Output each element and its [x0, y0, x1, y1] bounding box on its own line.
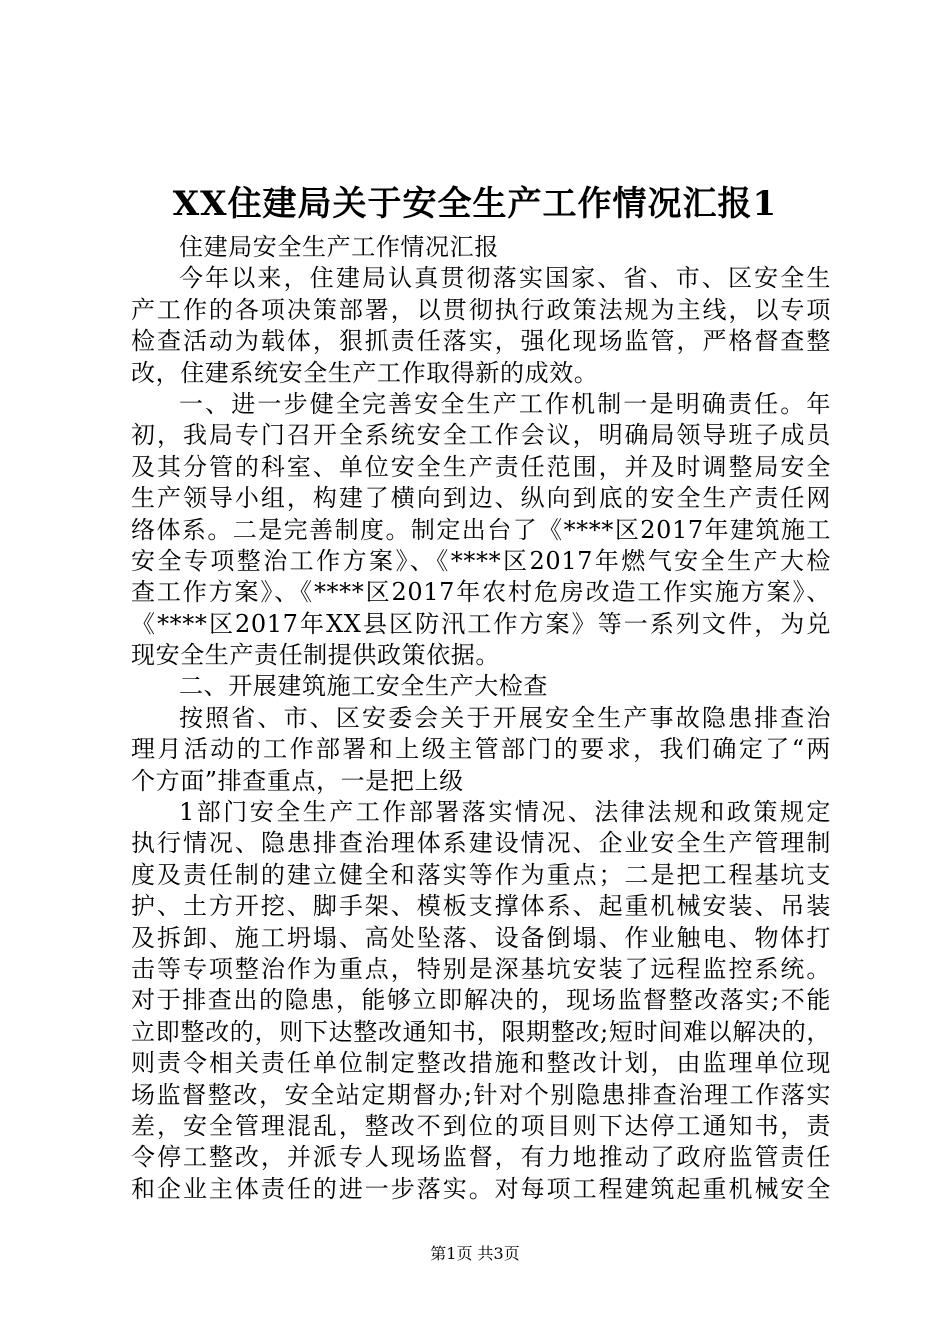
body-line: 安全专项整治工作方案》、《****区2017年燃气安全生产大检 — [131, 546, 831, 575]
body-line: 度及责任制的建立健全和落实等作为重点；二是把工程基坑支 — [131, 860, 831, 889]
body-line: 击等专项整治作为重点，特别是深基坑安装了远程监控系统。 — [131, 954, 831, 983]
body-line: 及其分管的科室、单位安全生产责任范围，并及时调整局安全 — [131, 452, 831, 481]
body-line: 《****区2017年XX县区防汛工作方案》等一系列文件，为兑 — [131, 609, 831, 638]
section-heading: 二、开展建筑施工安全生产大检查 — [179, 672, 548, 701]
body-line: 差，安全管理混乱，整改不到位的项目则下达停工通知书，责 — [131, 1111, 831, 1140]
document-body — [131, 232, 831, 1205]
body-line: 立即整改的，则下达整改通知书，限期整改;短时间难以解决的， — [131, 1017, 831, 1046]
page-footer: 第1页 共3页 — [430, 1244, 520, 1263]
body-line: 护、土方开挖、脚手架、模板支撑体系、起重机械安装、吊装 — [131, 892, 831, 921]
body-line: 场监督整改，安全站定期督办;针对个别隐患排查治理工作落实 — [131, 1080, 831, 1109]
body-line: 生产领导小组，构建了横向到边、纵向到底的安全生产责任网 — [131, 484, 831, 513]
body-line: 则责令相关责任单位制定整改措施和整改计划，由监理单位现 — [131, 1049, 831, 1078]
body-line: 现安全生产责任制提供政策依据。 — [131, 641, 500, 670]
body-line: 个方面”排查重点，一是把上级 — [131, 766, 464, 795]
body-line: 络体系。二是完善制度。制定出台了《****区2017年建筑施工 — [131, 515, 831, 544]
body-line: 改，住建系统安全生产工作取得新的成效。 — [131, 358, 599, 387]
body-line: 初，我局专门召开全系统安全工作会议，明确局领导班子成员 — [131, 421, 831, 450]
body-line: 对于排查出的隐患，能够立即解决的，现场监督整改落实;不能 — [131, 986, 831, 1015]
body-line: 理月活动的工作部署和上级主管部门的要求，我们确定了“两 — [131, 735, 831, 764]
body-line: 按照省、市、区安委会关于开展安全生产事故隐患排查治 — [179, 703, 831, 732]
body-line: 执行情况、隐患排查治理体系建设情况、企业安全生产管理制 — [131, 829, 831, 858]
body-line: 令停工整改，并派专人现场监督，有力地推动了政府监管责任 — [131, 1143, 831, 1172]
body-line: 住建局安全生产工作情况汇报 — [179, 233, 499, 261]
body-line: 检查活动为载体，狠抓责任落实，强化现场监管，严格督查整 — [131, 327, 831, 356]
body-line: 今年以来，住建局认真贯彻落实国家、省、市、区安全生 — [179, 264, 831, 293]
body-line: 和企业主体责任的进一步落实。对每项工程建筑起重机械安全 — [131, 1174, 831, 1203]
body-line: 产工作的各项决策部署，以贯彻执行政策法规为主线，以专项 — [131, 295, 831, 324]
document-title: XX住建局关于安全生产工作情况汇报1 — [172, 184, 778, 224]
body-line: 查工作方案》、《****区2017年农村危房改造工作实施方案》、 — [131, 578, 831, 607]
body-line: 及拆卸、施工坍塌、高处坠落、设备倒塌、作业触电、物体打 — [131, 923, 831, 952]
body-line: 一、进一步健全完善安全生产工作机制一是明确责任。年 — [179, 389, 831, 418]
body-line: 1部门安全生产工作部署落实情况、法律法规和政策规定 — [179, 798, 831, 827]
